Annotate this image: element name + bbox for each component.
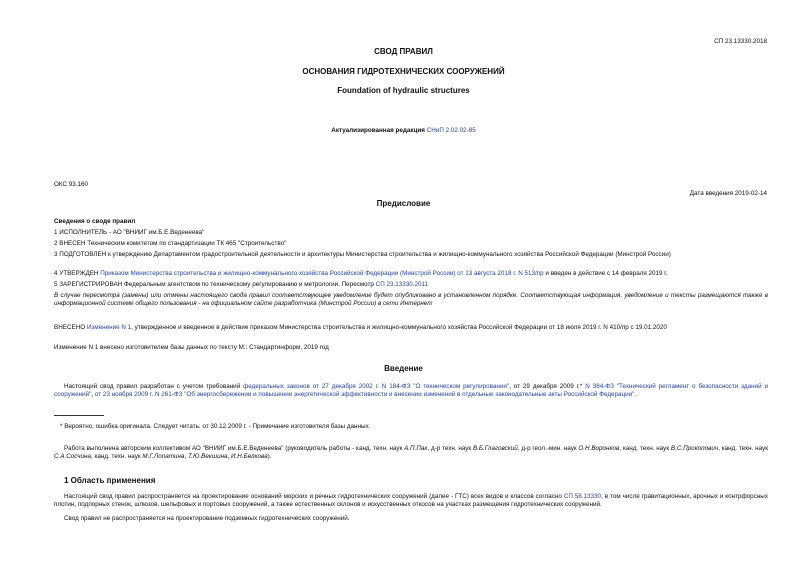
order-link[interactable]: Приказом Министерства строительства и жилищно-коммунального хозяйства Российской Федерации (Минстрой России) от 13 августа 2018 г. N 513/пр: [100, 270, 544, 277]
p2-e: , канд. техн. наук: [718, 445, 768, 452]
preface-item-2: 2 ВНЕСЕН Техническим комитетом по стандартизации ТК 465 "Строительство": [54, 240, 287, 247]
author-6: М.Г.Лопатина: [142, 453, 185, 461]
preface-item-4: [54, 270, 768, 278]
law-384-link[interactable]: N 384-ФЗ "Технический регламент о безопасности зданий и сооружений": [54, 383, 768, 399]
author-1: А.П.Пак: [404, 445, 428, 452]
p2-a: Работа выполнена авторским коллективом АО "ВНИИГ им.Б.Е.Веденеева" (руководитель работы - канд. техн. наук: [64, 445, 405, 452]
footnote-divider: [54, 415, 104, 416]
revision-note: В случае пересмотра (замены) или отмены настоящего свода правил соответствующее уведомление будет опубликовано в установленном порядке. Соответствующая информация, уведомление и тексты размещаются также в информационной системе общего пользования - на официальном сайте разработчика (Минстрой России) в сети Интернет: [54, 292, 768, 308]
section-1-paragraph-2: Свод правил не распространяется на проектирование подземных гидротехнических сооружений.: [64, 515, 350, 522]
updated-edition: [0, 127, 807, 135]
sp-2011-link[interactable]: СП 23.13330.2011: [375, 281, 429, 288]
footnote: * Вероятно, ошибка оригинала. Следует читать: от 30.12.2009 г. - Примечание изготовителя базы данных.: [60, 423, 371, 430]
preface-heading: Предисловие: [376, 199, 431, 208]
intro-heading: Введение: [384, 364, 423, 373]
amendment-link[interactable]: Изменение N 1: [86, 324, 132, 331]
doc-title: СВОД ПРАВИЛ: [374, 47, 433, 56]
p2-i: ).: [267, 453, 272, 461]
amend-suffix: , утвержденное и введенное в действие приказом Министерства строительства и жилищно-коммунального хозяйства Российской Федерации от 18 июля 2019 г. N 410/пр с 19.01.2020: [131, 324, 667, 331]
intro-p1-b: , от 29 декабря 2009 г.*: [509, 383, 586, 390]
item5-prefix: 5 ЗАРЕГИСТРИРОВАН Федеральным агентством по техническому регулированию и метрологии. Пересмотр: [54, 281, 376, 288]
s1-p1-b: , в том числе гравитационных, арочных и контрфорсных плотин, подпорных стенок, шлюзов, шельфовых и портовых сооружений, а также естественных склонов и искусственных откосов на участках размещения гидротехнических сооружений.: [54, 493, 768, 509]
oks-code: ОКС 93.160: [54, 181, 89, 188]
amendment-note: Изменение N 1 внесено изготовителем базы данных по тексту М.: Стандартинформ, 2019 год: [54, 344, 329, 351]
intro-p1-c: ,: [91, 391, 95, 399]
intro-p1-a: Настоящий свод правил разработан с учетом требований: [64, 383, 244, 390]
author-4: В.С.Прокопович: [670, 445, 719, 452]
p2-g: ,: [184, 453, 188, 461]
p2-c: , д-р геол.-мин. наук: [517, 445, 579, 452]
amend-prefix: ВНЕСЕНО: [54, 324, 87, 331]
preface-item-5: [54, 281, 768, 289]
author-7: Т.Ю.Векшина: [187, 453, 228, 461]
preface-item-3: 3 ПОДГОТОВЛЕН к утверждению Департаментом градостроительной деятельности и архитектуры Министерства строительства и жилищно-коммунального хозяйства Российской Федерации (Минстрой России): [54, 251, 671, 258]
item4-suffix: и введен в действие с 14 февраля 2019 г.: [543, 270, 668, 277]
preface-item-1: 1 ИСПОЛНИТЕЛЬ - АО "ВНИИГ им.Б.Е.Веденеева": [54, 229, 205, 236]
law-184-link[interactable]: федеральных законов от 27 декабря 2002 г. N 184-ФЗ "О техническом регулировании": [243, 383, 510, 390]
intro-date: Дата введения 2019-02-14: [689, 190, 767, 197]
s1-p1-a: Настоящий свод правил распространяется на проектирование оснований морских и речных гидротехнических сооружений (далее - ГТС) всех видов и классов согласно: [64, 493, 564, 500]
amendment-line: [54, 324, 768, 332]
intro-paragraph-1: [54, 383, 768, 399]
section-1-heading: 1 Область применения: [64, 476, 156, 485]
p2-f: , канд. техн. наук: [90, 453, 143, 461]
updated-edition-label: Актуализированная редакция: [331, 127, 425, 134]
author-3: О.Н.Воронков: [578, 445, 620, 452]
doc-code: СП 23.13330.2018: [714, 38, 767, 45]
item4-prefix: 4 УТВЕРЖДЕН: [54, 270, 101, 277]
doc-subtitle-ru: ОСНОВАНИЯ ГИДРОТЕХНИЧЕСКИХ СООРУЖЕНИЙ: [302, 67, 505, 76]
author-8: И.Н.Белкова: [231, 453, 268, 461]
info-title: Сведения о своде правил: [54, 218, 136, 225]
sp-58-link[interactable]: СП 58.13330: [563, 493, 602, 500]
p2-h: ,: [227, 453, 232, 461]
author-5: С.А.Сосчина: [54, 453, 91, 461]
section-1-paragraph-1: [54, 493, 768, 509]
p2-d: , канд. техн. наук: [619, 445, 671, 452]
doc-subtitle-en: Foundation of hydraulic structures: [337, 86, 470, 95]
snip-link[interactable]: СНиП 2.02.02-85: [426, 127, 476, 134]
intro-paragraph-2: [54, 445, 768, 461]
law-261-link[interactable]: от 23 ноября 2009 г. N 261-ФЗ "Об энергосбережении и повышении энергетической эффективности и внесении изменений в отдельные законодательные акты Российской Федерации": [94, 391, 635, 399]
author-2: В.Б.Глаговский: [472, 445, 518, 452]
p2-b: , д-р техн. наук: [427, 445, 473, 452]
intro-p1-d: .: [634, 391, 637, 399]
